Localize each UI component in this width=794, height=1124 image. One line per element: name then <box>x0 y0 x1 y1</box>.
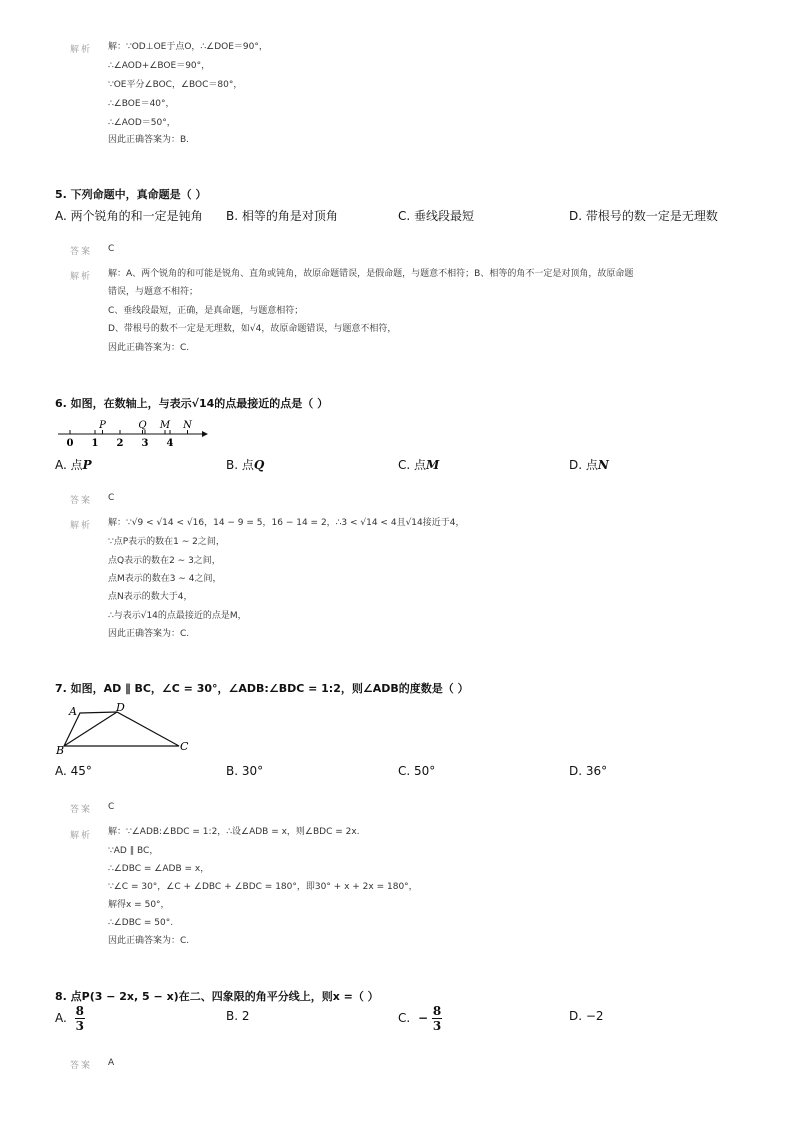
axis-tick-label: 2 <box>116 438 124 449</box>
q6-analysis-line: 点Q表示的数在2 ∼ 3之间， <box>108 556 221 566</box>
fraction-numerator: 8 <box>432 1004 442 1018</box>
q5-option-d: D. 带根号的数一定是无理数 <box>569 209 718 223</box>
q6-analysis-tag: 解析 <box>70 521 93 531</box>
q6-analysis-line: ∵点P表示的数在1 ∼ 2之间， <box>108 537 225 547</box>
q4-analysis-tag: 解析 <box>70 45 93 55</box>
q5-option-b: B. 相等的角是对顶角 <box>226 209 338 223</box>
fraction-denominator: 3 <box>432 1019 442 1033</box>
q5-analysis-line: D、带根号的数不一定是无理数，如√4，故原命题错误，与题意不相符， <box>108 324 397 334</box>
q5-analysis-line: 错误，与题意不相符； <box>108 287 199 297</box>
q6-analysis-line: 点N表示的数大于4， <box>108 592 193 602</box>
q6-answer-tag: 答案 <box>70 496 93 506</box>
q5-option-a: A. 两个锐角的和一定是钝角 <box>55 209 203 223</box>
q7-answer-tag: 答案 <box>70 805 93 815</box>
q7-option-c: C. 50° <box>398 764 436 778</box>
point-label-m: M <box>159 420 171 431</box>
q6-option-c: C. 点M <box>398 458 440 472</box>
q8-option-c <box>398 1004 442 1033</box>
q7-analysis-line: 因此正确答案为：C. <box>108 936 190 946</box>
axis-tick-label: 1 <box>91 438 99 449</box>
q8-stem: 8. 点P(3 − 2x, 5 − x)在二、四象限的角平分线上，则x =（ ） <box>55 990 379 1003</box>
q7-analysis-line: ∵∠C = 30°，∠C + ∠DBC + ∠BDC = 180°，即30° + x + 2x = 180°， <box>108 882 418 892</box>
q4-analysis-line: ∴∠AOD+∠BOE＝90°， <box>108 61 211 71</box>
q5-option-c: C. 垂线段最短 <box>398 209 475 223</box>
q8-option-a-fraction <box>75 1004 85 1033</box>
number-line-arrow-icon <box>202 431 208 437</box>
axis-tick-label: 4 <box>166 438 174 449</box>
point-label-p: P <box>99 420 106 431</box>
fraction-numerator: 8 <box>75 1004 84 1018</box>
q8-option-c-prefix: C. <box>398 1011 411 1025</box>
q7-trapezoid-figure <box>55 700 195 758</box>
q5-analysis-line: 因此正确答案为：C. <box>108 343 190 353</box>
q7-option-b: B. 30° <box>226 764 264 778</box>
q8-option-c-sign: − <box>418 1011 429 1025</box>
vertex-label-c: C <box>180 740 189 753</box>
vertex-label-d: D <box>116 701 125 714</box>
q5-answer-tag: 答案 <box>70 247 93 257</box>
trapezoid-outline <box>64 712 179 746</box>
q7-analysis-line: ∴∠DBC = ∠ADB = x， <box>108 864 210 874</box>
point-label-q: Q <box>138 420 147 431</box>
q5-analysis-tag: 解析 <box>70 272 93 282</box>
q4-analysis-line: ∴∠BOE＝40°， <box>108 99 175 109</box>
q6-analysis-line: ∴与表示√14的点最接近的点是M， <box>108 611 247 621</box>
q8-option-a <box>55 1004 85 1033</box>
q6-analysis-line: 点M表示的数在3 ∼ 4之间， <box>108 574 222 584</box>
q6-number-line-figure <box>55 414 215 452</box>
q8-option-b: B. 2 <box>226 1009 250 1023</box>
q7-analysis-line: 解：∵∠ADB:∠BDC = 1:2，∴设∠ADB = x，则∠BDC = 2x. <box>108 827 360 837</box>
q7-analysis-line: 解得x = 50°， <box>108 900 170 910</box>
q4-analysis-line: ∵OE平分∠BOC，∠BOC＝80°， <box>108 80 243 90</box>
q8-answer-tag: 答案 <box>70 1061 93 1071</box>
q5-analysis-line: 解：A、两个锐角的和可能是锐角、直角或钝角，故原命题错误，是假命题，与题意不相符；B、相等的角不一定是对顶角，故原命题 <box>108 269 634 279</box>
q7-answer: C <box>108 802 115 812</box>
q8-option-d: D. −2 <box>569 1009 604 1023</box>
q5-stem: 5. 下列命题中，真命题是（ ） <box>55 188 207 201</box>
axis-tick-label: 0 <box>66 438 74 449</box>
q4-analysis-line: ∴∠AOD＝50°， <box>108 118 176 128</box>
q8-answer: A <box>108 1058 115 1068</box>
q5-answer: C <box>108 244 115 254</box>
q6-analysis-line: 因此正确答案为：C. <box>108 629 190 639</box>
q7-analysis-line: ∴∠DBC = 50°. <box>108 918 174 928</box>
point-label-n: N <box>183 420 192 431</box>
q7-analysis-line: ∵AD ∥ BC， <box>108 846 159 856</box>
q8-option-c-fraction <box>432 1004 442 1033</box>
axis-tick-label: 3 <box>141 438 149 449</box>
q6-stem: 6. 如图，在数轴上，与表示√14的点最接近的点是（ ） <box>55 397 329 410</box>
q5-analysis-line: C、垂线段最短，正确，是真命题，与题意相符； <box>108 306 304 316</box>
q6-option-a: A. 点P <box>55 458 92 472</box>
fraction-denominator: 3 <box>75 1019 84 1033</box>
q4-analysis-line: 因此正确答案为：B. <box>108 135 190 145</box>
q8-option-a-prefix: A. <box>55 1011 67 1025</box>
q4-analysis-line: 解：∵OD⊥OE于点O，∴∠DOE＝90°， <box>108 42 268 52</box>
q7-option-d: D. 36° <box>569 764 608 778</box>
q7-option-a: A. 45° <box>55 764 92 778</box>
q7-analysis-tag: 解析 <box>70 831 93 841</box>
vertex-label-b: B <box>56 744 65 757</box>
q6-answer: C <box>108 493 115 503</box>
q6-option-d: D. 点N <box>569 458 609 472</box>
q7-stem: 7. 如图，AD ∥ BC，∠C = 30°，∠ADB:∠BDC = 1:2，则∠ADB的度数是（ ） <box>55 682 469 695</box>
q6-analysis-line: 解：∵√9 < √14 < √16，14 − 9 = 5，16 − 14 = 2，∴3 < √14 < 4且√14接近于4， <box>108 518 465 528</box>
q6-option-b: B. 点Q <box>226 458 265 472</box>
vertex-label-a: A <box>69 705 77 718</box>
